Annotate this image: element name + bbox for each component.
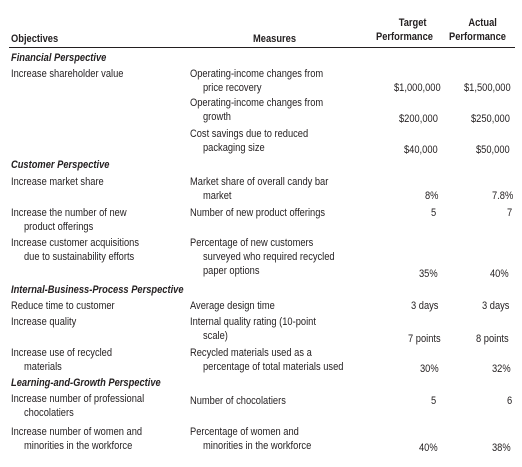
actual-value: $1,500,000 <box>464 82 511 94</box>
measure-text: price recovery <box>203 82 262 94</box>
target-value: $1,000,000 <box>394 82 441 94</box>
measure-text: Operating-income changes from <box>190 97 324 109</box>
objective-text: Increase the number of new <box>11 207 127 219</box>
measure-text: Recycled materials used as a <box>190 347 312 359</box>
objective-text: Increase number of women and <box>11 426 143 438</box>
actual-value: 7 <box>507 207 513 219</box>
objective-text: product offerings <box>24 221 94 233</box>
actual-value: 7.8% <box>492 190 514 202</box>
actual-value: 6 <box>507 395 513 407</box>
target-value: $40,000 <box>404 144 438 156</box>
target-value: 35% <box>419 268 438 280</box>
measure-text: surveyed who required recycled <box>203 251 335 263</box>
objective-text: Increase shareholder value <box>11 68 124 80</box>
target-value: 40% <box>419 442 438 454</box>
objective-text: minorities in the workforce <box>24 440 133 452</box>
objective-text: Increase number of professional <box>11 393 145 405</box>
header-actual-line2: Performance <box>449 31 507 43</box>
objective-text: Increase quality <box>11 316 77 328</box>
measure-text: Number of chocolatiers <box>190 395 286 407</box>
target-value: 5 <box>431 395 437 407</box>
measure-text: market <box>203 190 232 202</box>
measure-text: Number of new product offerings <box>190 207 326 219</box>
header-target-line1: Target <box>398 17 427 29</box>
actual-value: 3 days <box>482 300 510 312</box>
header-measures: Measures <box>253 33 297 45</box>
header-objectives: Objectives <box>11 33 59 45</box>
objective-text: Reduce time to customer <box>11 300 115 312</box>
measure-text: minorities in the workforce <box>203 440 312 452</box>
actual-value: 8 points <box>476 333 509 345</box>
section-customer: Customer Perspective <box>11 159 110 171</box>
measure-text: scale) <box>203 330 228 342</box>
measure-text: packaging size <box>203 142 265 154</box>
actual-value: $250,000 <box>471 113 510 125</box>
objective-text: materials <box>24 361 62 373</box>
target-value: 8% <box>425 190 439 202</box>
target-value: 3 days <box>411 300 439 312</box>
target-value: 7 points <box>408 333 441 345</box>
objective-text: Increase customer acquisitions <box>11 237 139 249</box>
measure-text: Cost savings due to reduced <box>190 128 309 140</box>
target-value: 5 <box>431 207 437 219</box>
target-value: $200,000 <box>399 113 438 125</box>
actual-value: 32% <box>492 363 511 375</box>
target-value: 30% <box>420 363 439 375</box>
header-rule <box>9 47 515 48</box>
header-actual-line1: Actual <box>468 17 497 29</box>
actual-value: 38% <box>492 442 511 454</box>
objective-text: Increase use of recycled <box>11 347 113 359</box>
actual-value: $50,000 <box>476 144 510 156</box>
measure-text: Operating-income changes from <box>190 68 324 80</box>
objective-text: Increase market share <box>11 176 104 188</box>
measure-text: Percentage of new customers <box>190 237 314 249</box>
header-target-line2: Performance <box>376 31 434 43</box>
measure-text: percentage of total materials used <box>203 361 344 373</box>
measure-text: Internal quality rating (10-point <box>190 316 316 328</box>
objective-text: due to sustainability efforts <box>24 251 135 263</box>
measure-text: Market share of overall candy bar <box>190 176 329 188</box>
measure-text: paper options <box>203 265 260 277</box>
measure-text: growth <box>203 111 231 123</box>
actual-value: 40% <box>490 268 509 280</box>
objective-text: chocolatiers <box>24 407 74 419</box>
measure-text: Average design time <box>190 300 275 312</box>
section-financial: Financial Perspective <box>11 52 107 64</box>
measure-text: Percentage of women and <box>190 426 299 438</box>
section-internal: Internal-Business-Process Perspective <box>11 284 184 296</box>
section-learning: Learning-and-Growth Perspective <box>11 377 161 389</box>
